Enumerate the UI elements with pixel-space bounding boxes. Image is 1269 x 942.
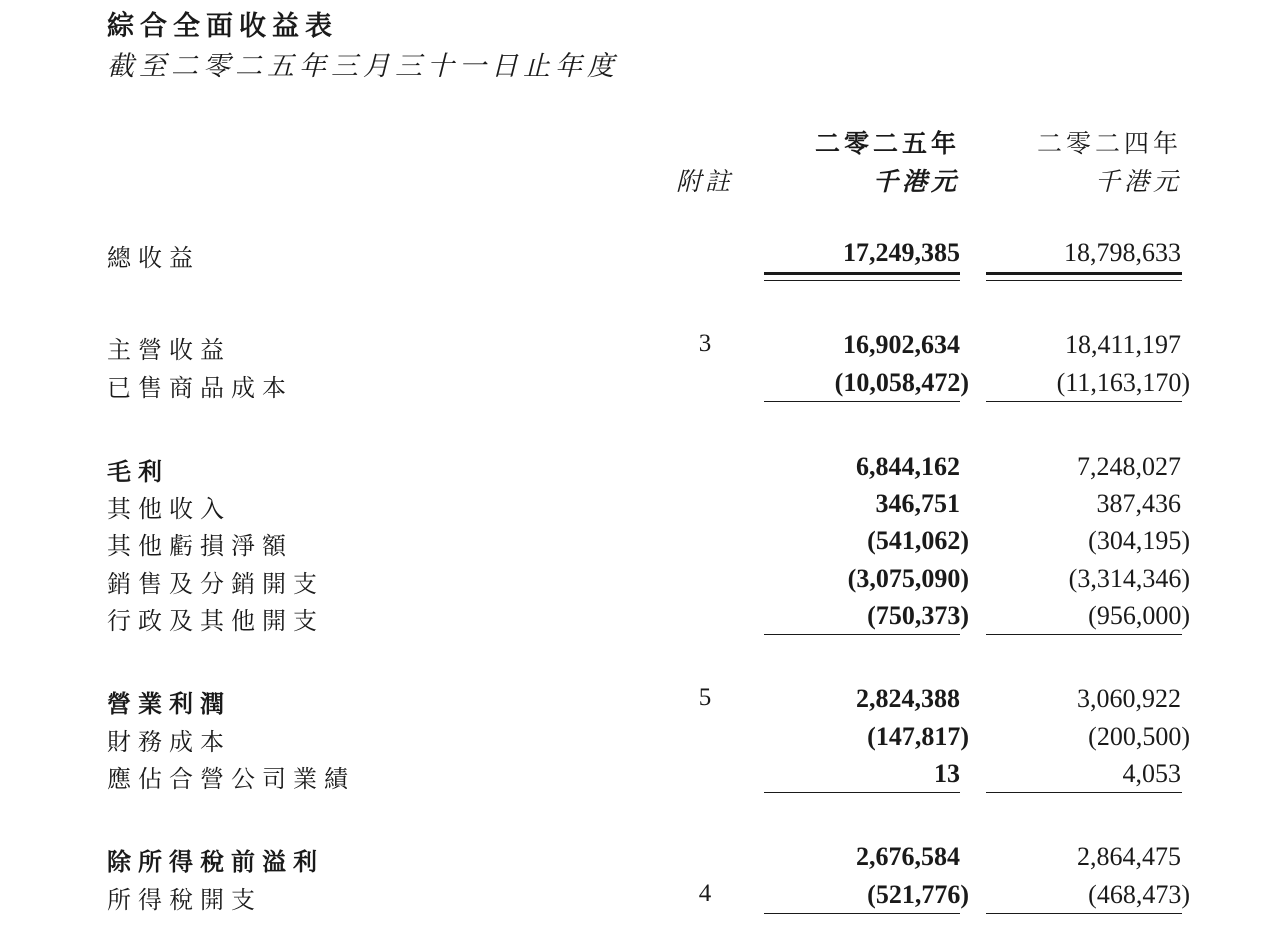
header-note-label: 附註 xyxy=(675,167,734,196)
row-label: 應佔合營公司業績 xyxy=(107,765,355,793)
value-previous: (3,314,346) xyxy=(1068,564,1190,593)
value-current: (147,817) xyxy=(867,722,969,751)
subtotal-line-current xyxy=(764,913,960,914)
statement-title: 綜合全面收益表 xyxy=(107,11,338,42)
value-previous: (956,000) xyxy=(1088,601,1190,630)
value-previous: (200,500) xyxy=(1088,722,1190,751)
value-current: (521,776) xyxy=(867,880,969,909)
row-note: 5 xyxy=(698,684,712,711)
table-row xyxy=(0,684,1269,720)
subtotal-line-previous xyxy=(986,401,1182,402)
subtotal-line-previous xyxy=(986,792,1182,793)
table-row xyxy=(0,489,1269,525)
table-row xyxy=(0,330,1269,366)
table-row xyxy=(0,564,1269,600)
header-unit-previous: 千港元 xyxy=(1094,167,1182,196)
statement-subtitle: 截至二零二五年三月三十一日止年度 xyxy=(107,51,619,82)
value-previous: (11,163,170) xyxy=(1056,368,1190,397)
row-label: 其他收入 xyxy=(107,495,231,523)
row-label: 行政及其他開支 xyxy=(107,607,324,635)
subtotal-line-previous xyxy=(986,913,1182,914)
table-row xyxy=(0,452,1269,488)
table-row xyxy=(0,842,1269,878)
row-label: 營業利潤 xyxy=(107,689,231,718)
value-current: (10,058,472) xyxy=(834,368,969,397)
row-label: 銷售及分銷開支 xyxy=(107,570,324,598)
row-label: 已售商品成本 xyxy=(107,374,293,402)
value-previous: (304,195) xyxy=(1088,526,1190,555)
table-row xyxy=(0,722,1269,758)
header-year-current: 二零二五年 xyxy=(814,129,960,158)
table-row xyxy=(0,601,1269,637)
table-row xyxy=(0,238,1269,274)
row-note: 4 xyxy=(698,880,712,907)
value-current: 16,902,634 xyxy=(843,330,960,359)
value-previous: 18,798,633 xyxy=(1064,238,1181,267)
value-previous: 3,060,922 xyxy=(1077,684,1181,713)
row-note: 3 xyxy=(698,330,712,357)
row-label: 除所得稅前溢利 xyxy=(107,847,324,876)
row-label: 總收益 xyxy=(107,244,200,272)
row-label: 主營收益 xyxy=(107,336,231,364)
subtotal-line-current xyxy=(764,634,960,635)
value-current: 17,249,385 xyxy=(843,238,960,267)
value-current: 6,844,162 xyxy=(856,452,960,481)
value-current: 346,751 xyxy=(875,489,960,518)
value-previous: 18,411,197 xyxy=(1064,330,1181,359)
double-underline-current xyxy=(764,272,960,281)
row-label: 財務成本 xyxy=(107,728,231,756)
row-label: 所得稅開支 xyxy=(107,886,262,914)
value-previous: 387,436 xyxy=(1096,489,1181,518)
value-current: (541,062) xyxy=(867,526,969,555)
table-row xyxy=(0,759,1269,795)
value-previous: 7,248,027 xyxy=(1077,452,1181,481)
value-previous: 4,053 xyxy=(1122,759,1181,788)
table-row xyxy=(0,526,1269,562)
row-label: 其他虧損淨額 xyxy=(107,532,293,560)
value-current: 2,824,388 xyxy=(856,684,960,713)
subtotal-line-current xyxy=(764,792,960,793)
header-unit-current: 千港元 xyxy=(872,167,960,196)
subtotal-line-current xyxy=(764,401,960,402)
value-previous: (468,473) xyxy=(1088,880,1190,909)
double-underline-previous xyxy=(986,272,1182,281)
value-current: (3,075,090) xyxy=(847,564,969,593)
table-row xyxy=(0,368,1269,404)
value-current: 2,676,584 xyxy=(856,842,960,871)
value-previous: 2,864,475 xyxy=(1077,842,1181,871)
value-current: (750,373) xyxy=(867,601,969,630)
header-year-previous: 二零二四年 xyxy=(1036,129,1182,158)
row-label: 毛利 xyxy=(107,457,169,486)
subtotal-line-previous xyxy=(986,634,1182,635)
value-current: 13 xyxy=(934,759,960,788)
table-row xyxy=(0,880,1269,916)
